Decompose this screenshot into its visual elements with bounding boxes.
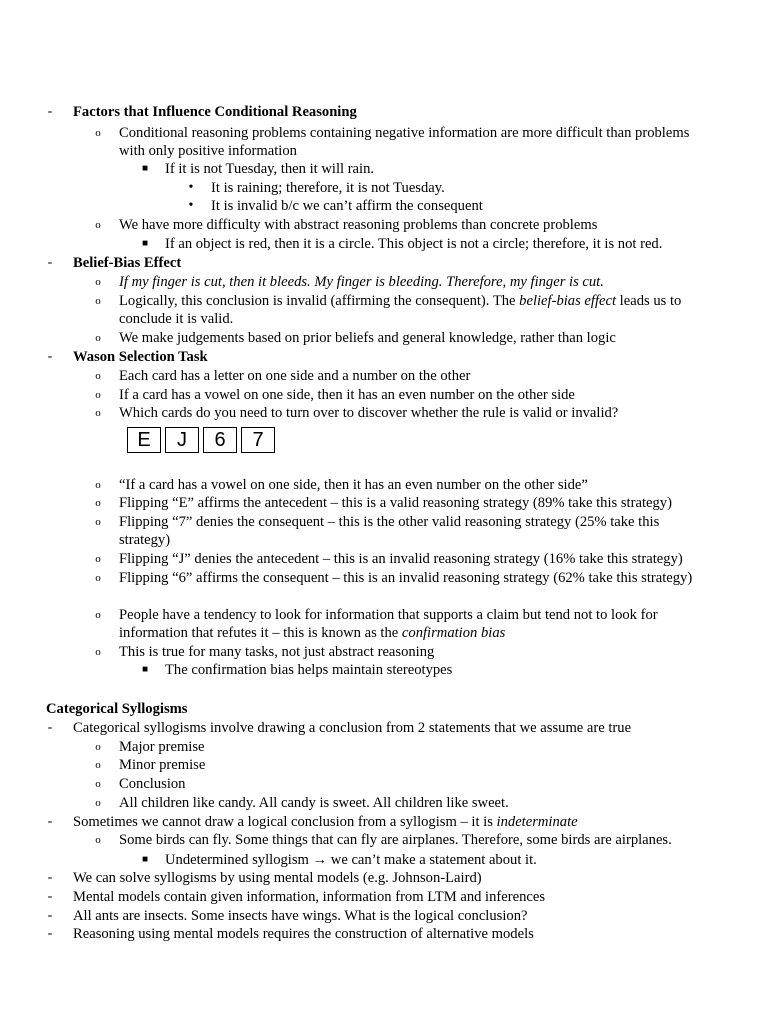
emphasis-term: belief-bias effect bbox=[519, 293, 617, 309]
circle-bullet: o bbox=[95, 646, 101, 658]
circle-bullet: o bbox=[95, 609, 101, 621]
list-item: Flipping “6” affirms the consequent – this is an invalid reasoning strategy (62% take this strategy) bbox=[119, 570, 693, 586]
section-heading-syllogisms: Categorical Syllogisms bbox=[46, 701, 188, 717]
circle-bullet: o bbox=[95, 332, 101, 344]
list-item: The confirmation bias helps maintain stereotypes bbox=[165, 662, 453, 678]
list-item: We make judgements based on prior beliefs and general knowledge, rather than logic bbox=[119, 330, 616, 346]
list-item: Conditional reasoning problems containing negative information are more difficult than problems bbox=[119, 125, 690, 141]
circle-bullet: o bbox=[95, 759, 101, 771]
list-item: Major premise bbox=[119, 739, 205, 755]
wason-card: E bbox=[127, 427, 161, 453]
dash-bullet: - bbox=[47, 814, 53, 829]
list-item: Which cards do you need to turn over to discover whether the rule is valid or invalid? bbox=[119, 405, 619, 421]
list-item: This is true for many tasks, not just abstract reasoning bbox=[119, 644, 435, 660]
circle-bullet: o bbox=[95, 797, 101, 809]
section-heading-conditional: Factors that Influence Conditional Reasoning bbox=[73, 104, 357, 120]
text-run: we can’t make a statement about it. bbox=[327, 852, 537, 868]
text-run: Sometimes we cannot draw a logical conclusion from a syllogism – it is bbox=[73, 814, 497, 830]
list-item: “If a card has a vowel on one side, then it has an even number on the other side” bbox=[119, 477, 588, 493]
emphasis-term: indeterminate bbox=[496, 814, 578, 830]
dot-bullet: • bbox=[188, 180, 194, 195]
list-item: Categorical syllogisms involve drawing a conclusion from 2 statements that we assume are true bbox=[73, 720, 632, 736]
text-run: Logically, this conclusion is invalid (affirming the consequent). The bbox=[119, 293, 520, 309]
dot-bullet: • bbox=[188, 198, 194, 213]
circle-bullet: o bbox=[95, 834, 101, 846]
circle-bullet: o bbox=[95, 778, 101, 790]
list-item: If an object is red, then it is a circle. This object is not a circle; therefore, it is not red. bbox=[165, 236, 663, 252]
list-item bbox=[73, 813, 578, 831]
text-run: Undetermined syllogism bbox=[165, 852, 313, 868]
list-item: If a card has a vowel on one side, then it has an even number on the other side bbox=[119, 387, 575, 403]
dash-bullet: - bbox=[47, 926, 53, 941]
list-item: If my finger is cut, then it bleeds. My finger is bleeding. Therefore, my finger is cut. bbox=[119, 274, 604, 290]
dash-bullet: - bbox=[47, 908, 53, 923]
list-item: Reasoning using mental models requires the construction of alternative models bbox=[73, 926, 534, 942]
dash-bullet: - bbox=[47, 870, 53, 885]
circle-bullet: o bbox=[95, 572, 101, 584]
circle-bullet: o bbox=[95, 276, 101, 288]
list-item: It is raining; therefore, it is not Tuesday. bbox=[211, 180, 445, 196]
circle-bullet: o bbox=[95, 741, 101, 753]
list-item: We have more difficulty with abstract reasoning problems than concrete problems bbox=[119, 217, 598, 233]
list-item-continuation: conclude it is valid. bbox=[119, 311, 234, 327]
dash-bullet: - bbox=[47, 104, 53, 119]
text-run: leads us to bbox=[616, 293, 682, 309]
circle-bullet: o bbox=[95, 219, 101, 231]
circle-bullet: o bbox=[95, 516, 101, 528]
list-item: Flipping “E” affirms the antecedent – this is a valid reasoning strategy (89% take this strategy) bbox=[119, 495, 672, 511]
circle-bullet: o bbox=[95, 407, 101, 419]
list-item: All ants are insects. Some insects have wings. What is the logical conclusion? bbox=[73, 908, 528, 924]
list-item bbox=[165, 851, 537, 869]
text-run: information that refutes it – this is known as the bbox=[119, 625, 402, 641]
dash-bullet: - bbox=[47, 349, 53, 364]
list-item: People have a tendency to look for information that supports a claim but tend not to look for bbox=[119, 607, 658, 623]
list-item: It is invalid b/c we can’t affirm the consequent bbox=[211, 198, 483, 214]
list-item: Flipping “7” denies the consequent – this is the other valid reasoning strategy (25% take this bbox=[119, 514, 660, 530]
circle-bullet: o bbox=[95, 553, 101, 565]
list-item-continuation: with only positive information bbox=[119, 143, 297, 159]
list-item: Flipping “J” denies the antecedent – this is an invalid reasoning strategy (16% take this strategy) bbox=[119, 551, 683, 567]
circle-bullet: o bbox=[95, 370, 101, 382]
wason-card: J bbox=[165, 427, 199, 453]
list-item: We can solve syllogisms by using mental models (e.g. Johnson-Laird) bbox=[73, 870, 482, 886]
circle-bullet: o bbox=[95, 497, 101, 509]
section-heading-belief-bias: Belief-Bias Effect bbox=[73, 255, 182, 271]
list-item-continuation bbox=[119, 624, 505, 642]
section-heading-wason: Wason Selection Task bbox=[73, 349, 208, 365]
dash-bullet: - bbox=[47, 720, 53, 735]
list-item bbox=[119, 292, 681, 310]
circle-bullet: o bbox=[95, 295, 101, 307]
arrow-right-icon: → bbox=[312, 852, 328, 868]
list-item: Minor premise bbox=[119, 757, 206, 773]
circle-bullet: o bbox=[95, 479, 101, 491]
list-item: Each card has a letter on one side and a number on the other bbox=[119, 368, 471, 384]
list-item: Some birds can fly. Some things that can fly are airplanes. Therefore, some birds are airplanes. bbox=[119, 832, 672, 848]
square-bullet: ■ bbox=[141, 854, 149, 865]
wason-card: 7 bbox=[241, 427, 275, 453]
list-item: Mental models contain given information, information from LTM and inferences bbox=[73, 889, 546, 905]
list-item-continuation: strategy) bbox=[119, 532, 171, 548]
emphasis-term: confirmation bias bbox=[401, 625, 506, 641]
square-bullet: ■ bbox=[141, 238, 149, 249]
dash-bullet: - bbox=[47, 255, 53, 270]
list-item: If it is not Tuesday, then it will rain. bbox=[165, 161, 375, 177]
list-item: Conclusion bbox=[119, 776, 186, 792]
square-bullet: ■ bbox=[141, 163, 149, 174]
square-bullet: ■ bbox=[141, 664, 149, 675]
wason-card: 6 bbox=[203, 427, 237, 453]
list-item: All children like candy. All candy is sweet. All children like sweet. bbox=[119, 795, 509, 811]
circle-bullet: o bbox=[95, 127, 101, 139]
wason-cards bbox=[127, 427, 275, 453]
circle-bullet: o bbox=[95, 389, 101, 401]
dash-bullet: - bbox=[47, 889, 53, 904]
